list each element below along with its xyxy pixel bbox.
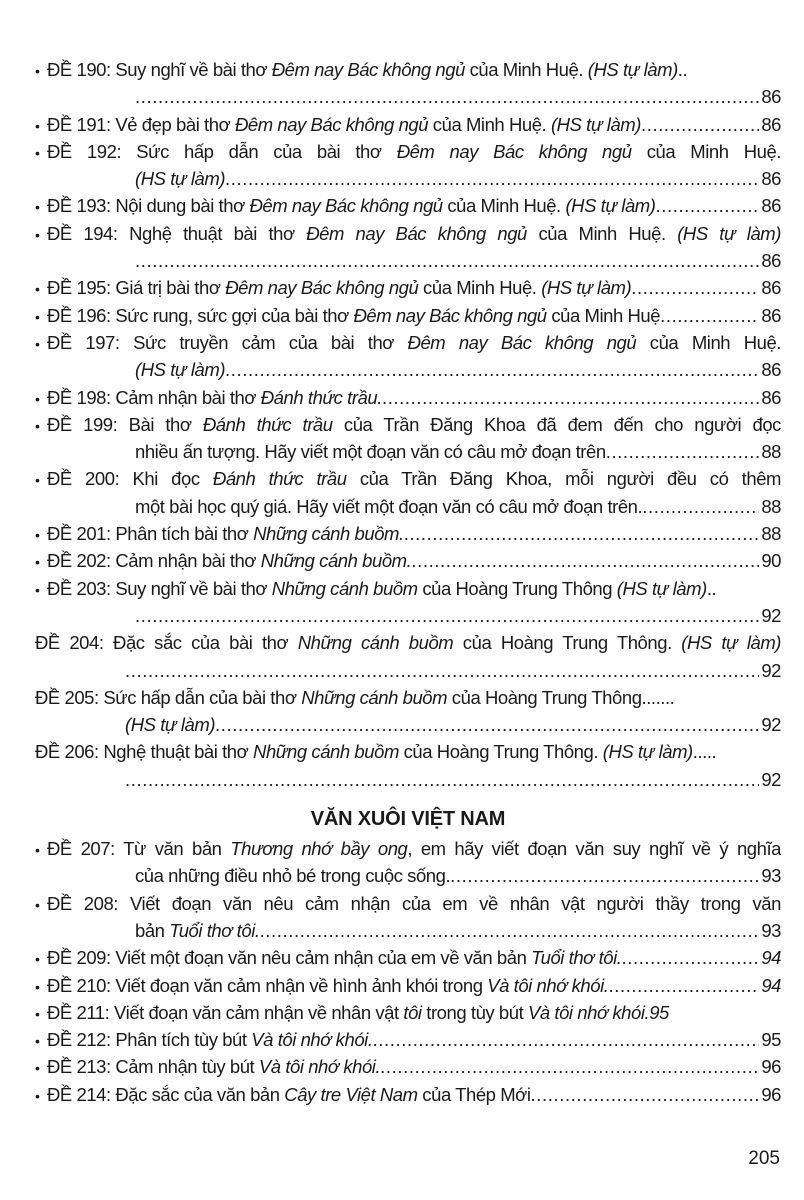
text-segment: ĐỀ 198: Cảm nhận bài thơ (47, 386, 261, 408)
italic-title: (HS tự làm) (135, 359, 226, 381)
text-segment: ĐỀ 209: Viết một đoạn văn nêu cảm nhận của em về văn bản (47, 947, 532, 969)
toc-line (35, 1053, 781, 1080)
entry-text (35, 575, 716, 602)
toc-entry (35, 384, 781, 411)
text-segment: của Trần Đăng Khoa, mỗi người đều có thêm (346, 468, 781, 490)
italic-title: Và tôi nhớ khói.95 (527, 1001, 669, 1023)
entry-text (35, 738, 716, 765)
entry-text (35, 632, 781, 653)
italic-title: (HS tự làm) (565, 195, 656, 217)
text-segment: ĐỀ 206: Nghệ thuật bài thơ (35, 741, 254, 763)
text-segment: một bài học quý giá. Hãy viết một đoạn văn có câu mở đoạn trên. (135, 495, 643, 517)
text-segment: ĐỀ 211: Viết đoạn văn cảm nhận về nhân vật (47, 1001, 404, 1023)
italic-title: Những cánh buồm (297, 632, 454, 654)
text-segment: ĐỀ 205: Sức hấp dẫn của bài thơ (35, 686, 302, 708)
page-ref: 86 (761, 304, 781, 326)
toc-line (35, 1081, 781, 1108)
toc-entry (35, 56, 781, 111)
bullet-icon: • (35, 281, 40, 298)
dot-leader (642, 493, 759, 520)
page-ref: 86 (761, 86, 781, 108)
toc-entry (35, 684, 781, 739)
dot-leader (608, 972, 759, 999)
text-segment: bản (135, 919, 170, 941)
dot-leader (531, 1081, 760, 1108)
section-heading: VĂN XUÔI VIỆT NAM (310, 808, 506, 831)
italic-title: (HS tự làm) (541, 277, 632, 299)
text-segment: của những điều nhỏ bé trong cuộc sống. (135, 865, 451, 887)
toc-entry (35, 111, 781, 138)
entry-text (35, 1053, 380, 1080)
italic-title: Tuổi thơ tôi. (169, 919, 260, 941)
entry-text (135, 356, 225, 383)
toc-entry (35, 220, 781, 275)
text-segment: ĐỀ 212: Phân tích tùy bút (47, 1029, 252, 1051)
italic-title: (HS tự làm) (135, 168, 226, 190)
entry-text (35, 1026, 373, 1053)
toc-line (35, 493, 781, 520)
bullet-icon: • (35, 1005, 40, 1022)
entry-text (35, 332, 781, 353)
text-segment: của Minh Huệ. (464, 59, 588, 80)
toc-line (35, 657, 781, 684)
dot-leader (215, 711, 759, 738)
entry-text (35, 384, 382, 411)
bullet-icon: • (35, 1033, 40, 1050)
text-segment: ĐỀ 199: Bài thơ (47, 413, 203, 435)
bullet-icon: • (35, 199, 40, 216)
italic-title: (HS tự làm) (677, 222, 781, 244)
text-segment: của Hoàng Trung Thông. (453, 632, 682, 654)
text-segment: ĐỀ 207: Từ văn bản (47, 838, 231, 860)
toc-line (35, 247, 781, 274)
entry-text (35, 302, 660, 329)
toc-line (35, 575, 781, 602)
toc-entry (35, 411, 781, 466)
italic-title: Đêm nay Bác không ngủ (271, 59, 465, 80)
toc-line (35, 192, 781, 219)
bullet-icon: • (35, 417, 40, 434)
dot-leader (382, 384, 759, 411)
dot-leader (660, 302, 759, 329)
text-segment: ĐỀ 197: Sức truyền cảm của bài thơ (47, 331, 408, 353)
page-ref: 86 (761, 277, 781, 299)
bullet-icon: • (35, 1087, 40, 1104)
bullet-icon: • (35, 308, 40, 325)
entry-text (35, 223, 781, 244)
italic-title: Đêm nay Bác không ngủ (396, 140, 632, 162)
text-segment: của Trần Đăng Khoa đã đem đến cho người đọc (332, 413, 781, 435)
entry-text (35, 999, 669, 1026)
toc-entry (35, 192, 781, 219)
bullet-icon: • (35, 144, 40, 161)
page-ref: 88 (761, 495, 781, 517)
page-ref: 93 (761, 865, 781, 887)
toc-entry (35, 465, 781, 520)
italic-title: Đêm nay Bác không ngủ (249, 195, 443, 217)
toc-entry (35, 944, 781, 971)
text-segment: ĐỀ 190: Suy nghĩ về bài thơ (47, 59, 272, 80)
text-segment: ĐỀ 208: Viết đoạn văn nêu cảm nhận của em về nhân vật người thầy trong văn (47, 892, 781, 914)
entry-text (135, 438, 606, 465)
toc-line (35, 629, 781, 656)
text-segment: ĐỀ 203: Suy nghĩ về bài thơ (47, 577, 272, 599)
bullet-icon: • (35, 896, 40, 913)
italic-title: (HS tự làm) (602, 741, 693, 763)
text-segment: ĐỀ 196: Sức rung, sức gợi của bài thơ (47, 304, 354, 326)
page-ref: 96 (761, 1083, 781, 1105)
entry-text (35, 1081, 531, 1108)
text-segment: ĐỀ 195: Giá trị bài thơ (47, 277, 226, 299)
bullet-icon: • (35, 390, 40, 407)
entry-text (35, 520, 404, 547)
toc-line (35, 111, 781, 138)
bullet-icon: • (35, 554, 40, 571)
dot-leader (373, 1026, 760, 1053)
dot-leader (135, 247, 759, 274)
italic-title: Đêm nay Bác không ngủ (353, 304, 547, 326)
dot-leader (135, 83, 759, 110)
italic-title: Tuổi thơ tôi. (531, 947, 622, 969)
text-segment: của Hoàng Trung Thông (417, 577, 617, 599)
toc-line (35, 465, 781, 492)
toc-line (35, 165, 781, 192)
italic-title: Đánh thức trầu. (260, 386, 382, 408)
entry-text (35, 684, 674, 711)
text-segment: ĐỀ 204: Đặc sắc của bài thơ (35, 632, 298, 654)
dot-leader (606, 438, 760, 465)
dot-leader (631, 274, 759, 301)
dot-leader (641, 111, 759, 138)
page-number: 205 (748, 1148, 780, 1169)
dot-leader (125, 766, 759, 793)
bullet-icon: • (35, 1060, 40, 1077)
dot-leader (225, 165, 759, 192)
toc-line (35, 520, 781, 547)
toc-line (35, 302, 781, 329)
text-segment: ĐỀ 200: Khi đọc (47, 468, 213, 490)
page-ref: 86 (761, 195, 781, 217)
toc-line (35, 890, 781, 917)
toc-entry (35, 1026, 781, 1053)
bullet-icon: • (35, 581, 40, 598)
page-ref: 93 (761, 919, 781, 941)
page-ref: 94 (761, 947, 781, 969)
text-segment: ĐỀ 193: Nội dung bài thơ (47, 195, 250, 217)
page-ref: 88 (761, 523, 781, 545)
italic-title: Và tôi nhớ khói. (251, 1029, 373, 1051)
italic-title: (HS tự làm) (587, 59, 678, 80)
text-segment: của Minh Huệ. (636, 331, 781, 353)
toc-entry (35, 138, 781, 193)
page-ref: 96 (761, 1056, 781, 1078)
italic-title: (HS tự làm) (681, 632, 781, 654)
toc-line (35, 835, 781, 862)
toc-entry (35, 629, 781, 684)
entry-text (135, 165, 225, 192)
italic-title: Đánh thức trầu (212, 468, 347, 490)
italic-title: Đêm nay Bác không ngủ (306, 222, 527, 244)
dot-leader (621, 944, 759, 971)
text-segment: ..... (692, 741, 717, 763)
text-segment: ĐỀ 201: Phân tích bài thơ (47, 523, 254, 545)
text-segment: của Hoàng Trung Thông....... (447, 686, 675, 708)
entry-text (35, 414, 781, 435)
italic-title: Những cánh buồm (253, 741, 399, 763)
entry-text (135, 862, 450, 889)
italic-title: tôi (403, 1001, 422, 1023)
bullet-icon: • (35, 842, 40, 859)
toc-line (35, 684, 781, 711)
text-segment: của Hoàng Trung Thông. (398, 741, 603, 763)
italic-title: Cây tre Việt Nam (284, 1083, 418, 1105)
toc-entry (35, 575, 781, 630)
toc-entry (35, 274, 781, 301)
toc-line (35, 411, 781, 438)
dot-leader (125, 657, 759, 684)
bullet-icon: • (35, 527, 40, 544)
toc-entry (35, 547, 781, 574)
toc-entry (35, 890, 781, 945)
text-segment: ĐỀ 210: Viết đoạn văn cảm nhận về hình ảnh khói trong (47, 974, 488, 996)
entry-text (35, 547, 411, 574)
italic-title: Những cánh buồm. (260, 550, 412, 572)
dot-leader (260, 917, 760, 944)
page-ref: 86 (761, 359, 781, 381)
text-segment: nhiều ấn tượng. Hãy viết một đoạn văn có câu mở đoạn trên (135, 441, 606, 463)
italic-title: Những cánh buồm (301, 686, 448, 708)
toc-line (35, 438, 781, 465)
page-ref: 95 (761, 1029, 781, 1051)
text-segment: ĐỀ 194: Nghệ thuật bài thơ (47, 222, 307, 244)
toc-line (35, 738, 781, 765)
bullet-icon: • (35, 226, 40, 243)
italic-title: Và tôi nhớ khói. (258, 1056, 381, 1078)
dot-leader (135, 602, 759, 629)
page-ref: 86 (761, 113, 781, 135)
text-segment: ĐỀ 191: Vẻ đẹp bài thơ (47, 113, 235, 135)
page-ref: 86 (761, 250, 781, 272)
toc-entry (35, 520, 781, 547)
entry-text (35, 274, 631, 301)
bullet-icon: • (35, 951, 40, 968)
dot-leader (225, 356, 759, 383)
page-ref: 86 (761, 168, 781, 190)
italic-title: (HS tự làm) (125, 714, 216, 736)
toc-line (35, 56, 781, 83)
bullet-icon: • (35, 335, 40, 352)
toc-line (35, 862, 781, 889)
bullet-icon: • (35, 63, 40, 79)
toc-line (35, 547, 781, 574)
toc-line (35, 220, 781, 247)
page-ref: 92 (761, 604, 781, 626)
text-segment: của Minh Huệ. (428, 113, 551, 135)
page-ref: 94 (761, 974, 781, 996)
toc-entry (35, 835, 781, 890)
page-ref: 92 (761, 659, 781, 681)
text-segment: trong tùy bút (421, 1001, 528, 1023)
page-ref: 92 (761, 714, 781, 736)
bullet-icon: • (35, 472, 40, 489)
entry-text (135, 917, 260, 944)
page-ref: 88 (761, 441, 781, 463)
italic-title: (HS tự làm) (616, 577, 707, 599)
entry-text (35, 56, 687, 83)
toc-entry (35, 999, 781, 1026)
toc-line (35, 356, 781, 383)
toc-line (35, 766, 781, 793)
toc-entry (35, 972, 781, 999)
toc-line (35, 917, 781, 944)
text-segment: của Minh Huệ (546, 304, 661, 326)
page-ref: 86 (761, 386, 781, 408)
text-segment: của Minh Huệ. (418, 277, 542, 299)
toc-line (35, 972, 781, 999)
toc-line (35, 999, 781, 1026)
text-segment: ĐỀ 214: Đặc sắc của văn bản (47, 1083, 285, 1105)
dot-leader (450, 862, 759, 889)
entry-text (35, 944, 621, 971)
italic-title: Những cánh buồm. (253, 523, 404, 545)
entry-text (35, 111, 641, 138)
italic-title: Đêm nay Bác không ngủ (225, 277, 419, 299)
text-segment: của Minh Huệ. (442, 195, 566, 217)
entry-text (35, 893, 781, 914)
text-segment: ĐỀ 213: Cảm nhận tùy bút (47, 1056, 259, 1078)
toc-line (35, 138, 781, 165)
entry-text (35, 141, 781, 162)
toc-entry (35, 302, 781, 329)
italic-title: Và tôi nhớ khói. (487, 974, 609, 996)
dot-leader (380, 1053, 759, 1080)
entry-text (35, 838, 781, 859)
text-segment: của Minh Huệ. (631, 140, 781, 162)
dot-leader (411, 547, 759, 574)
toc-entry (35, 329, 781, 384)
toc-line (35, 944, 781, 971)
toc-line (35, 384, 781, 411)
entry-text (35, 192, 655, 219)
text-segment: .. (677, 59, 688, 80)
text-segment: ĐỀ 202: Cảm nhận bài thơ (47, 550, 261, 572)
italic-title: Thương nhớ bầy ong (230, 838, 408, 860)
bullet-icon: • (35, 117, 40, 134)
italic-title: Những cánh buồm (271, 577, 418, 599)
italic-title: Đánh thức trầu (202, 413, 333, 435)
text-segment: ĐỀ 192: Sức hấp dẫn của bài thơ (47, 140, 397, 162)
toc-line (35, 274, 781, 301)
toc-line (35, 602, 781, 629)
text-segment: , em hãy viết đoạn văn suy nghĩ về ý nghĩa (407, 838, 781, 860)
entry-text (35, 972, 608, 999)
dot-leader (655, 192, 759, 219)
toc-entry (35, 1053, 781, 1080)
entry-text (135, 493, 642, 520)
italic-title: Đêm nay Bác không ngủ (234, 113, 429, 135)
italic-title: Đêm nay Bác không ngủ (407, 331, 637, 353)
page-ref: 90 (761, 550, 781, 572)
toc-entry (35, 1081, 781, 1108)
text-segment: của Thép Mới (417, 1083, 531, 1105)
text-segment: .. (706, 577, 717, 599)
toc-line (35, 1026, 781, 1053)
bullet-icon: • (35, 978, 40, 995)
italic-title: (HS tự làm) (550, 113, 641, 135)
text-segment: của Minh Huệ. (526, 222, 678, 244)
toc-line (35, 83, 781, 110)
toc-line (35, 329, 781, 356)
entry-text (125, 711, 215, 738)
dot-leader (404, 520, 760, 547)
toc-entry (35, 738, 781, 793)
toc-line (35, 711, 781, 738)
entry-text (35, 468, 781, 489)
table-of-contents (35, 56, 781, 1108)
page-ref: 92 (761, 768, 781, 790)
